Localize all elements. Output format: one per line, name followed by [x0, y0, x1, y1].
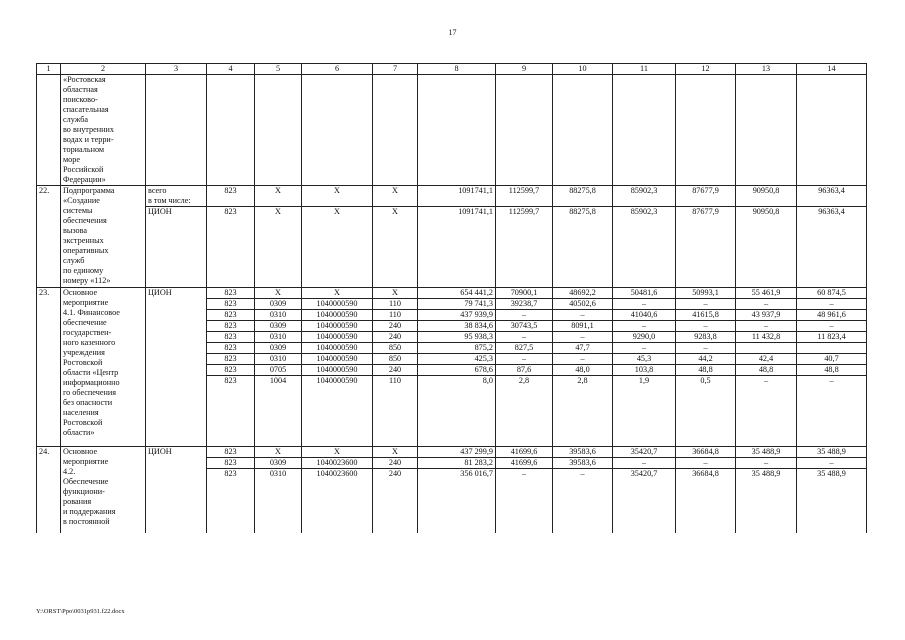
table-row	[37, 447, 867, 458]
column-number: 10	[553, 64, 613, 75]
measure-name-line: во внутренних	[63, 125, 114, 134]
measure-name-line: области «Центр	[63, 368, 119, 377]
column-number: 5	[255, 64, 302, 75]
column-number: 7	[373, 64, 418, 75]
cell-year-value: 90950,8	[736, 186, 797, 207]
column-number: 4	[207, 64, 255, 75]
empty-cell	[553, 75, 613, 186]
cell-year-value: 40502,6	[553, 299, 613, 310]
column-number: 11	[613, 64, 676, 75]
cell-year-value: –	[676, 321, 736, 332]
cell-num: 24.	[37, 447, 61, 534]
measure-name-cell	[61, 447, 146, 534]
cell-year-value: –	[736, 299, 797, 310]
cell-csr: Х	[302, 288, 373, 299]
measure-name-line: номеру «112»	[63, 276, 111, 285]
cell-year-value: 88275,8	[553, 186, 613, 207]
cell-year-value: 41699,6	[496, 447, 553, 458]
cell-executor: ЦИОН	[146, 207, 207, 288]
empty-cell	[613, 75, 676, 186]
cell-year-value: 88275,8	[553, 207, 613, 288]
cell-year-value: 2,8	[496, 376, 553, 447]
empty-cell	[676, 75, 736, 186]
empty-cell	[418, 75, 496, 186]
cell-year-value: 50993,1	[676, 288, 736, 299]
cell-year-value: 96363,4	[797, 186, 867, 207]
cell-rzpr: 0309	[255, 299, 302, 310]
cell-year-value: 42,4	[736, 354, 797, 365]
cell-total: 95 938,3	[418, 332, 496, 343]
cell-total: 81 283,2	[418, 458, 496, 469]
cell-year-value: 41040,6	[613, 310, 676, 321]
measure-name-cell	[61, 288, 146, 447]
measure-name-line: спасательная	[63, 105, 109, 114]
cell-year-value: 9283,8	[676, 332, 736, 343]
measure-name-line: го обеспечения	[63, 388, 117, 397]
cell-grbs: 823	[207, 207, 255, 288]
cell-year-value: 35 488,9	[797, 447, 867, 458]
cell-vr: 850	[373, 343, 418, 354]
table-body	[37, 64, 867, 534]
cell-year-value: 8091,1	[553, 321, 613, 332]
cell-total: 654 441,2	[418, 288, 496, 299]
cell-year-value: 40,7	[797, 354, 867, 365]
cell-total: 425,3	[418, 354, 496, 365]
measure-name-line: Обеспечение	[63, 477, 109, 486]
measure-name-line: государствен-	[63, 328, 112, 337]
cell-csr: 1040023600	[302, 469, 373, 534]
cell-year-value: –	[797, 321, 867, 332]
measure-name-line: информационно	[63, 378, 120, 387]
cell-year-value: 55 461,9	[736, 288, 797, 299]
cell-year-value: –	[496, 332, 553, 343]
measure-name-line: учреждения	[63, 348, 105, 357]
cell-year-value: 39583,6	[553, 447, 613, 458]
cell-total: 1091741,1	[418, 186, 496, 207]
cell-rzpr: 0310	[255, 332, 302, 343]
measure-name-line: мероприятие	[63, 457, 109, 466]
cell-year-value: 30743,5	[496, 321, 553, 332]
cell-grbs: 823	[207, 186, 255, 207]
measure-name-line: Российской	[63, 165, 104, 174]
cell-csr: 1040023600	[302, 458, 373, 469]
cell-year-value: –	[676, 299, 736, 310]
cell-year-value: 827,5	[496, 343, 553, 354]
page-number: 17	[448, 28, 457, 37]
cell-rzpr: 0310	[255, 469, 302, 534]
cell-csr: 1040000590	[302, 376, 373, 447]
cell-total: 678,6	[418, 365, 496, 376]
cell-grbs: 823	[207, 354, 255, 365]
file-path: Y:\ORST\Ppo\0031p931.f22.docx	[36, 608, 125, 615]
executor-line: в том числе:	[148, 196, 191, 205]
cell-total: 437 299,9	[418, 447, 496, 458]
cell-year-value: –	[553, 332, 613, 343]
measure-name-line: Основное	[63, 447, 98, 456]
cell-year-value: 112599,7	[496, 207, 553, 288]
cell-total: 1091741,1	[418, 207, 496, 288]
measure-name-cell	[61, 186, 146, 288]
cell-csr: 1040000590	[302, 354, 373, 365]
cell-year-value: 9290,0	[613, 332, 676, 343]
measure-name-line: в постоянной	[63, 517, 110, 526]
cell-year-value: 48,8	[797, 365, 867, 376]
cell-year-value: –	[613, 321, 676, 332]
empty-cell	[207, 75, 255, 186]
cell-num	[37, 75, 61, 186]
cell-year-value: 35 488,9	[736, 469, 797, 534]
measure-name-line: служба	[63, 115, 89, 124]
cell-year-value: –	[676, 458, 736, 469]
measure-name-line: функциони-	[63, 487, 105, 496]
cell-csr: 1040000590	[302, 343, 373, 354]
cell-year-value: 0,5	[676, 376, 736, 447]
cell-year-value: 35 488,9	[797, 469, 867, 534]
measure-name-line: Ростовской	[63, 358, 103, 367]
cell-year-value: 41699,6	[496, 458, 553, 469]
table-row	[37, 288, 867, 299]
measure-name-line: 4.2.	[63, 467, 76, 476]
cell-year-value: –	[496, 469, 553, 534]
cell-year-value	[736, 343, 797, 354]
cell-year-value: –	[613, 299, 676, 310]
cell-vr: 110	[373, 299, 418, 310]
cell-rzpr: 1004	[255, 376, 302, 447]
cell-vr: 240	[373, 332, 418, 343]
cell-vr: 240	[373, 458, 418, 469]
cell-grbs: 823	[207, 332, 255, 343]
cell-vr: 110	[373, 310, 418, 321]
cell-rzpr: Х	[255, 207, 302, 288]
cell-year-value: –	[613, 458, 676, 469]
measure-name-cell	[61, 75, 146, 186]
measure-name-line: 4.1. Финансовое	[63, 308, 120, 317]
cell-total: 8,0	[418, 376, 496, 447]
cell-num: 22.	[37, 186, 61, 288]
cell-vr: 240	[373, 469, 418, 534]
column-number: 9	[496, 64, 553, 75]
cell-year-value: –	[736, 458, 797, 469]
measure-name-line: водах и терри-	[63, 135, 114, 144]
cell-year-value: –	[496, 310, 553, 321]
column-number: 3	[146, 64, 207, 75]
cell-vr: Х	[373, 186, 418, 207]
empty-cell	[797, 75, 867, 186]
empty-cell	[255, 75, 302, 186]
cell-year-value: 11 823,4	[797, 332, 867, 343]
cell-csr: 1040000590	[302, 299, 373, 310]
cell-grbs: 823	[207, 365, 255, 376]
cell-vr: 240	[373, 365, 418, 376]
cell-year-value: 43 937,9	[736, 310, 797, 321]
cell-year-value: 2,8	[553, 376, 613, 447]
measure-name-line: «Создание	[63, 196, 100, 205]
cell-year-value: 87677,9	[676, 186, 736, 207]
cell-total: 875,2	[418, 343, 496, 354]
cell-year-value: –	[736, 376, 797, 447]
cell-grbs: 823	[207, 343, 255, 354]
table-row	[37, 75, 867, 186]
measure-name-line: областная	[63, 85, 98, 94]
empty-cell	[373, 75, 418, 186]
measure-name-line: служб	[63, 256, 85, 265]
cell-total: 38 834,6	[418, 321, 496, 332]
cell-vr: 850	[373, 354, 418, 365]
column-number: 12	[676, 64, 736, 75]
cell-csr: 1040000590	[302, 321, 373, 332]
measure-name-line: обеспечения	[63, 216, 107, 225]
cell-vr: 110	[373, 376, 418, 447]
cell-year-value: –	[553, 354, 613, 365]
column-number: 8	[418, 64, 496, 75]
column-number: 13	[736, 64, 797, 75]
cell-year-value: 48,0	[553, 365, 613, 376]
measure-name-line: рования	[63, 497, 92, 506]
cell-executor: ЦИОН	[146, 288, 207, 447]
cell-year-value: –	[553, 469, 613, 534]
cell-vr: Х	[373, 447, 418, 458]
measure-name-line: без опасности	[63, 398, 113, 407]
measure-name-line: ториальном	[63, 145, 105, 154]
cell-year-value: 44,2	[676, 354, 736, 365]
measure-name-line: море	[63, 155, 81, 164]
cell-csr: Х	[302, 186, 373, 207]
cell-grbs: 823	[207, 288, 255, 299]
cell-year-value: –	[797, 299, 867, 310]
cell-rzpr: 0309	[255, 321, 302, 332]
cell-year-value: –	[736, 321, 797, 332]
cell-year-value: 35 488,9	[736, 447, 797, 458]
measure-name-line: населения	[63, 408, 99, 417]
measure-name-line: Основное	[63, 288, 98, 297]
executor-line: всего	[148, 186, 167, 195]
cell-rzpr: 0310	[255, 354, 302, 365]
cell-csr: 1040000590	[302, 310, 373, 321]
cell-year-value: 50481,6	[613, 288, 676, 299]
cell-year-value: 85902,3	[613, 207, 676, 288]
cell-csr: 1040000590	[302, 365, 373, 376]
cell-year-value: 48,8	[736, 365, 797, 376]
measure-name-line: «Ростовская	[63, 75, 106, 84]
cell-year-value: –	[553, 310, 613, 321]
cell-rzpr: 0705	[255, 365, 302, 376]
cell-total: 79 741,3	[418, 299, 496, 310]
cell-year-value: 103,8	[613, 365, 676, 376]
measure-name-line: экстренных	[63, 236, 104, 245]
cell-year-value: 35420,7	[613, 469, 676, 534]
cell-year-value	[797, 343, 867, 354]
header-row	[37, 64, 867, 75]
empty-cell	[146, 75, 207, 186]
cell-grbs: 823	[207, 321, 255, 332]
cell-executor: ЦИОН	[146, 447, 207, 534]
cell-year-value: –	[676, 343, 736, 354]
cell-grbs: 823	[207, 447, 255, 458]
cell-csr: Х	[302, 207, 373, 288]
cell-grbs: 823	[207, 376, 255, 447]
cell-total: 356 016,7	[418, 469, 496, 534]
cell-year-value: 1,9	[613, 376, 676, 447]
cell-csr: Х	[302, 447, 373, 458]
measure-name-line: ного казенного	[63, 338, 116, 347]
cell-rzpr: Х	[255, 447, 302, 458]
cell-year-value: 48,8	[676, 365, 736, 376]
cell-rzpr: Х	[255, 288, 302, 299]
cell-grbs: 823	[207, 299, 255, 310]
measure-name-line: оперативных	[63, 246, 109, 255]
cell-grbs: 823	[207, 469, 255, 534]
measure-name-line: системы	[63, 206, 93, 215]
table-row	[37, 186, 867, 207]
column-number: 1	[37, 64, 61, 75]
cell-vr: Х	[373, 288, 418, 299]
cell-year-value: 48692,2	[553, 288, 613, 299]
cell-year-value: 41615,8	[676, 310, 736, 321]
cell-year-value: 87,6	[496, 365, 553, 376]
column-number: 6	[302, 64, 373, 75]
cell-year-value: 85902,3	[613, 186, 676, 207]
cell-rzpr: Х	[255, 186, 302, 207]
measure-name-line: области»	[63, 428, 95, 437]
cell-csr: 1040000590	[302, 332, 373, 343]
cell-year-value: 87677,9	[676, 207, 736, 288]
cell-executor	[146, 186, 207, 207]
cell-year-value: 48 961,6	[797, 310, 867, 321]
cell-grbs: 823	[207, 458, 255, 469]
cell-year-value: 70900,1	[496, 288, 553, 299]
measure-name-line: Федерации»	[63, 175, 106, 184]
cell-vr: Х	[373, 207, 418, 288]
measure-name-line: по единому	[63, 266, 104, 275]
table-row	[37, 207, 867, 288]
empty-cell	[302, 75, 373, 186]
cell-year-value: 36684,8	[676, 447, 736, 458]
cell-num: 23.	[37, 288, 61, 447]
empty-cell	[496, 75, 553, 186]
cell-year-value: –	[797, 458, 867, 469]
cell-year-value: 36684,8	[676, 469, 736, 534]
measure-name-line: Ростовской	[63, 418, 103, 427]
column-number: 14	[797, 64, 867, 75]
cell-rzpr: 0309	[255, 343, 302, 354]
cell-year-value: 60 874,5	[797, 288, 867, 299]
cell-year-value: 96363,4	[797, 207, 867, 288]
cell-year-value: 35420,7	[613, 447, 676, 458]
cell-vr: 240	[373, 321, 418, 332]
program-table	[36, 63, 867, 533]
cell-year-value: –	[797, 376, 867, 447]
cell-year-value: 47,7	[553, 343, 613, 354]
cell-year-value: 45,3	[613, 354, 676, 365]
cell-year-value: 39238,7	[496, 299, 553, 310]
measure-name-line: Подпрограмма	[63, 186, 115, 195]
measure-name-line: мероприятие	[63, 298, 109, 307]
cell-year-value: 11 432,8	[736, 332, 797, 343]
measure-name-line: обеспечение	[63, 318, 107, 327]
cell-year-value: 112599,7	[496, 186, 553, 207]
measure-name-line: поисково-	[63, 95, 98, 104]
cell-year-value: –	[613, 343, 676, 354]
cell-grbs: 823	[207, 310, 255, 321]
cell-year-value: 39583,6	[553, 458, 613, 469]
cell-total: 437 939,9	[418, 310, 496, 321]
empty-cell	[736, 75, 797, 186]
cell-rzpr: 0310	[255, 310, 302, 321]
measure-name-line: и поддержания	[63, 507, 116, 516]
measure-name-line: вызова	[63, 226, 88, 235]
column-number: 2	[61, 64, 146, 75]
cell-year-value: 90950,8	[736, 207, 797, 288]
cell-rzpr: 0309	[255, 458, 302, 469]
cell-year-value: –	[496, 354, 553, 365]
